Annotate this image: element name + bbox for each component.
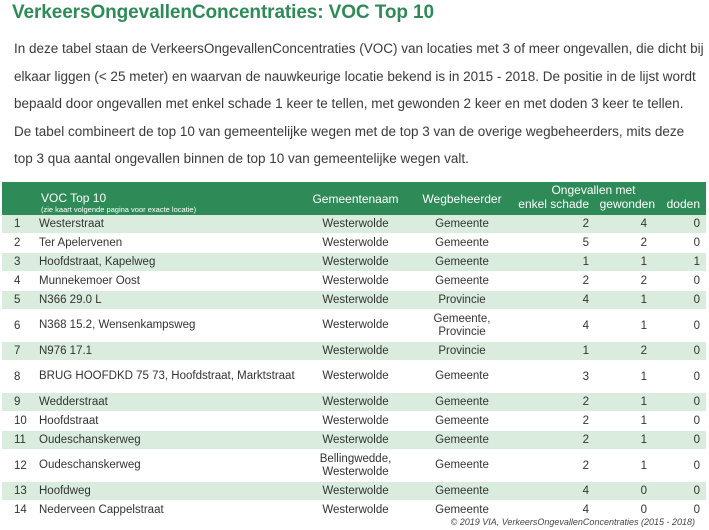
row-wegbeheerder: Gemeente <box>413 361 511 393</box>
row-location: Hoofdstraat <box>39 412 298 431</box>
row-location: Ter Apelervenen <box>39 234 298 253</box>
row-doden: 0 <box>661 412 706 431</box>
row-number: 8 <box>2 361 39 393</box>
row-gewonden: 1 <box>597 393 661 412</box>
row-doden: 0 <box>661 272 706 291</box>
table-row <box>2 272 706 291</box>
header-doden: doden <box>661 197 706 215</box>
row-wegbeheerder: Gemeente <box>413 482 511 501</box>
row-wegbeheerder: Gemeente <box>413 272 511 291</box>
row-gemeente: Bellingwedde, Westerwolde <box>298 450 413 482</box>
row-enkel-schade: 2 <box>511 272 597 291</box>
row-number: 3 <box>2 253 39 272</box>
row-doden: 0 <box>661 234 706 253</box>
table-header-group-row <box>2 182 706 197</box>
row-gemeente: Westerwolde <box>298 215 413 234</box>
header-ongevallen-group: Ongevallen met <box>511 182 706 197</box>
row-gemeente: Westerwolde <box>298 431 413 450</box>
row-gewonden: 0 <box>597 501 661 520</box>
row-enkel-schade: 1 <box>511 342 597 361</box>
row-location: N976 17.1 <box>39 342 298 361</box>
row-wegbeheerder: Gemeente <box>413 450 511 482</box>
row-gemeente: Westerwolde <box>298 482 413 501</box>
row-gewonden: 4 <box>597 215 661 234</box>
table-row <box>2 234 706 253</box>
row-gewonden: 1 <box>597 253 661 272</box>
row-gemeente: Westerwolde <box>298 361 413 393</box>
row-location: Wedderstraat <box>39 393 298 412</box>
row-number: 7 <box>2 342 39 361</box>
row-location: Nederveen Cappelstraat <box>39 501 298 520</box>
row-gewonden: 1 <box>597 412 661 431</box>
row-enkel-schade: 4 <box>511 482 597 501</box>
table-row <box>2 412 706 431</box>
voc-table <box>2 182 706 520</box>
row-doden: 0 <box>661 342 706 361</box>
row-enkel-schade: 2 <box>511 393 597 412</box>
row-wegbeheerder: Gemeente <box>413 215 511 234</box>
row-gewonden: 2 <box>597 272 661 291</box>
row-gemeente: Westerwolde <box>298 501 413 520</box>
row-number: 14 <box>2 501 39 520</box>
row-location: Westerstraat <box>39 215 298 234</box>
row-gemeente: Westerwolde <box>298 342 413 361</box>
row-location: Hoofdstraat, Kapelweg <box>39 253 298 272</box>
table-row <box>2 253 706 272</box>
header-voc-label: VOC Top 10 <box>41 191 107 205</box>
row-number: 5 <box>2 291 39 310</box>
header-gewonden: gewonden <box>597 197 661 215</box>
row-number: 12 <box>2 450 39 482</box>
row-enkel-schade: 1 <box>511 253 597 272</box>
row-number: 6 <box>2 310 39 342</box>
row-enkel-schade: 5 <box>511 234 597 253</box>
row-gemeente: Westerwolde <box>298 253 413 272</box>
table-row <box>2 215 706 234</box>
row-doden: 0 <box>661 310 706 342</box>
row-enkel-schade: 2 <box>511 215 597 234</box>
row-doden: 0 <box>661 482 706 501</box>
row-wegbeheerder: Gemeente <box>413 234 511 253</box>
row-wegbeheerder: Gemeente <box>413 253 511 272</box>
row-gemeente: Westerwolde <box>298 234 413 253</box>
row-enkel-schade: 4 <box>511 310 597 342</box>
row-wegbeheerder: Gemeente, Provincie <box>413 310 511 342</box>
header-enkel-schade: enkel schade <box>511 197 597 215</box>
row-number: 9 <box>2 393 39 412</box>
header-wegbeheerder: Wegbeheerder <box>413 182 511 215</box>
row-enkel-schade: 3 <box>511 361 597 393</box>
row-gemeente: Westerwolde <box>298 272 413 291</box>
table-row <box>2 310 706 342</box>
row-gewonden: 2 <box>597 234 661 253</box>
row-doden: 0 <box>661 361 706 393</box>
row-number: 10 <box>2 412 39 431</box>
page-title: VerkeersOngevallenConcentraties: VOC Top 10 <box>12 2 434 23</box>
copyright-footer: © 2019 VIA, VerkeersOngevallenConcentraties (2015 - 2018) <box>450 517 695 527</box>
row-gewonden: 2 <box>597 342 661 361</box>
row-number: 11 <box>2 431 39 450</box>
row-doden: 0 <box>661 501 706 520</box>
header-voc-sublabel: (zie kaart volgende pagina voor exacte locatie) <box>41 205 197 214</box>
row-gemeente: Westerwolde <box>298 393 413 412</box>
row-doden: 0 <box>661 450 706 482</box>
row-doden: 1 <box>661 253 706 272</box>
table-row <box>2 361 706 393</box>
row-enkel-schade: 2 <box>511 412 597 431</box>
row-gewonden: 1 <box>597 291 661 310</box>
row-doden: 0 <box>661 393 706 412</box>
row-enkel-schade: 4 <box>511 501 597 520</box>
table-row <box>2 291 706 310</box>
table-row <box>2 342 706 361</box>
row-doden: 0 <box>661 215 706 234</box>
intro-text: In deze tabel staan de VerkeersOngevallenConcentraties (VOC) van locaties met 3 of meer ongevallen, die dicht bij elkaar liggen (< 25 meter) en waarvan de nauwkeurige locatie bekend is in 2015 - 2018. De positie in de lijst wordt bepaald door ongevallen met enkel schade 1 keer te tellen, met gewonden 2 keer en met doden 3 keer te tellen. De tabel combineert de top 10 van gemeentelijke wegen met de top 3 van de overige wegbeheerders, mits deze top 3 qua aantal ongevallen binnen de top 10 van gemeentelijke wegen valt. <box>14 41 704 166</box>
row-enkel-schade: 2 <box>511 450 597 482</box>
row-location: N366 29.0 L <box>39 291 298 310</box>
row-wegbeheerder: Gemeente <box>413 412 511 431</box>
row-wegbeheerder: Gemeente <box>413 431 511 450</box>
row-location: Munnekemoer Oost <box>39 272 298 291</box>
row-location: Oudeschanskerweg <box>39 431 298 450</box>
header-voc <box>2 182 298 215</box>
row-wegbeheerder: Gemeente <box>413 501 511 520</box>
row-number: 1 <box>2 215 39 234</box>
row-gewonden: 1 <box>597 450 661 482</box>
row-number: 13 <box>2 482 39 501</box>
table-body <box>2 215 706 520</box>
table-row <box>2 450 706 482</box>
table-row <box>2 431 706 450</box>
table-row <box>2 393 706 412</box>
table-row <box>2 482 706 501</box>
row-location: Hoofdweg <box>39 482 298 501</box>
row-enkel-schade: 4 <box>511 291 597 310</box>
row-gemeente: Westerwolde <box>298 310 413 342</box>
header-gemeentenaam: Gemeentenaam <box>298 182 413 215</box>
row-enkel-schade: 2 <box>511 431 597 450</box>
row-gemeente: Westerwolde <box>298 412 413 431</box>
row-gewonden: 0 <box>597 482 661 501</box>
row-location: Oudeschanskerweg <box>39 450 298 482</box>
row-doden: 0 <box>661 431 706 450</box>
row-location: BRUG HOOFDKD 75 73, Hoofdstraat, Marktstraat <box>39 361 298 393</box>
row-number: 4 <box>2 272 39 291</box>
row-wegbeheerder: Gemeente <box>413 393 511 412</box>
row-wegbeheerder: Provincie <box>413 291 511 310</box>
row-gewonden: 1 <box>597 361 661 393</box>
row-location: N368 15.2, Wensenkampsweg <box>39 310 298 342</box>
row-doden: 0 <box>661 291 706 310</box>
row-gemeente: Westerwolde <box>298 291 413 310</box>
row-wegbeheerder: Provincie <box>413 342 511 361</box>
row-gewonden: 1 <box>597 431 661 450</box>
row-number: 2 <box>2 234 39 253</box>
row-gewonden: 1 <box>597 310 661 342</box>
